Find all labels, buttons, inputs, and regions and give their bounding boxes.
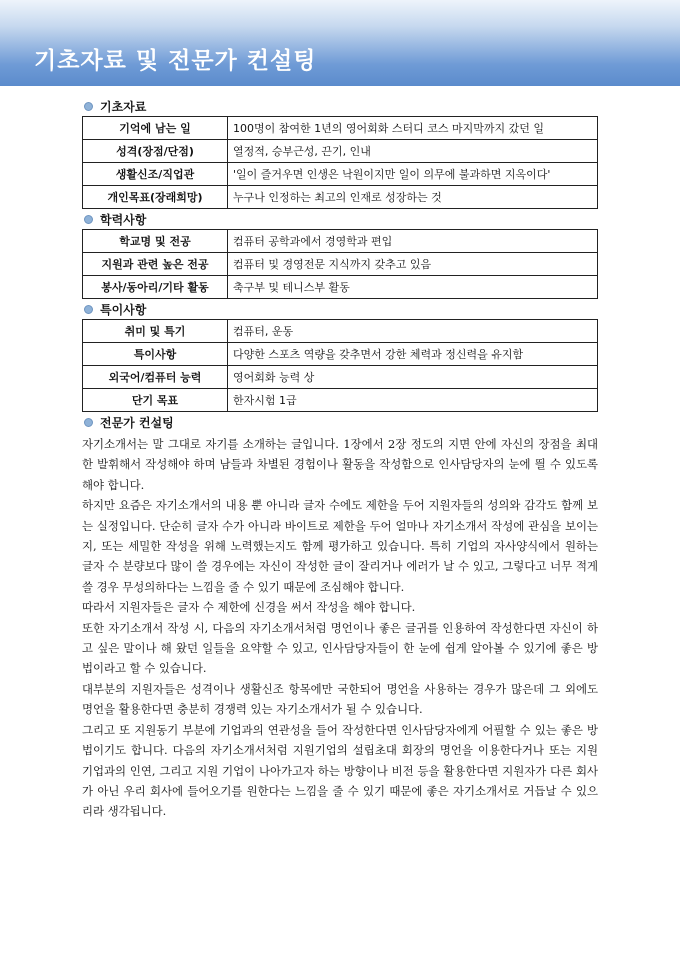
special-table — [82, 319, 598, 412]
row-label: 학교명 및 전공 — [83, 230, 228, 253]
row-label: 생활신조/직업관 — [83, 163, 228, 186]
section-consulting-heading — [82, 412, 598, 432]
row-value: 컴퓨터 및 경영전문 지식까지 갖추고 있음 — [228, 253, 598, 276]
table-row — [83, 389, 598, 412]
row-label: 봉사/동아리/기타 활동 — [83, 276, 228, 299]
row-value: 영어회화 능력 상 — [228, 366, 598, 389]
page-title: 기초자료 및 전문가 컨설팅 — [34, 48, 317, 74]
table-row — [83, 253, 598, 276]
row-label: 기억에 남는 일 — [83, 117, 228, 140]
paragraph: 하지만 요즘은 자기소개서의 내용 뿐 아니라 글자 수에도 제한을 두어 지원자들의 성의와 감각도 함께 보는 실정입니다. 단순히 글자 수가 아니라 바이트로 제한을 두어 얼마나 자기소개서 작성에 관심을 보이는지, 또는 세밀한 작성을 위해 노력했는지도 함께 평가하고 있습니다. 특히 기업의 자사양식에서 원하는 글자 수 분량보다 많이 쓸 경우에는 자신이 작성한 글이 잘리거나 에러가 날 수 있고, 그렇다고 너무 적게 쓸 경우 무성의하다는 느낌을 줄 수 있기 때문에 조심해야 합니다. — [82, 498, 598, 594]
paragraph: 따라서 지원자들은 글자 수 제한에 신경을 써서 작성을 해야 합니다. — [82, 600, 416, 615]
section-basic-heading — [82, 96, 598, 116]
row-value: 다양한 스포츠 역량을 갖추면서 강한 체력과 정신력을 유지함 — [228, 343, 598, 366]
row-value: 한자시험 1급 — [228, 389, 598, 412]
row-value: '일이 즐거우면 인생은 낙원이지만 일이 의무에 불과하면 지옥이다' — [228, 163, 598, 186]
paragraph: 대부분의 지원자들은 성격이나 생활신조 항목에만 국한되어 명언을 사용하는 경우가 많은데 그 외에도 명언을 활용한다면 충분히 경쟁력 있는 자기소개서가 될 수 있습니다. — [82, 681, 598, 717]
bullet-icon — [84, 102, 93, 111]
table-row — [83, 366, 598, 389]
row-label: 특이사항 — [83, 343, 228, 366]
paragraph: 그리고 또 지원동기 부분에 기업과의 연관성을 들어 작성한다면 인사담당자에게 어필할 수 있는 좋은 방법이기도 합니다. 다음의 자기소개서처럼 지원기업의 설립초대 회장의 명언을 이용한다거나 또는 지원 기업과의 인연, 그리고 지원 기업이 나아가고자 하는 방향이나 비전 등을 활용한다면 지원자가 다른 회사가 아닌 우리 회사에 들어오기를 원한다는 느낌을 줄 수 있기 때문에 좋은 자기소개서로 거듭날 수 있으리라 생각됩니다. — [82, 722, 598, 819]
table-row — [83, 276, 598, 299]
section-special-heading — [82, 299, 598, 319]
bullet-icon — [84, 215, 93, 224]
row-label: 개인목표(장래희망) — [83, 186, 228, 209]
education-table — [82, 229, 598, 299]
row-value: 누구나 인정하는 최고의 인재로 성장하는 것 — [228, 186, 598, 209]
row-value: 100명이 참여한 1년의 영어회화 스터디 코스 마지막까지 갔던 일 — [228, 117, 598, 140]
table-row — [83, 230, 598, 253]
table-row — [83, 163, 598, 186]
row-value: 컴퓨터, 운동 — [228, 320, 598, 343]
basic-info-table — [82, 116, 598, 209]
bullet-icon — [84, 418, 93, 427]
table-row — [83, 186, 598, 209]
row-label: 외국어/컴퓨터 능력 — [83, 366, 228, 389]
table-row — [83, 140, 598, 163]
row-value: 축구부 및 테니스부 활동 — [228, 276, 598, 299]
row-label: 성격(장점/단점) — [83, 140, 228, 163]
table-row — [83, 117, 598, 140]
section-title: 학력사항 — [100, 212, 147, 227]
paragraph: 또한 자기소개서 작성 시, 다음의 자기소개서처럼 명언이나 좋은 글귀를 인용하여 작성한다면 자신이 하고 싶은 말이나 해 왔던 일들을 요약할 수 있고, 인사담당자들이 한 눈에 쉽게 알아볼 수 있기에 좋은 방법이라고 할 수 있습니다. — [82, 620, 598, 676]
header-banner — [0, 0, 680, 86]
table-row — [83, 343, 598, 366]
section-title: 전문가 컨설팅 — [100, 415, 174, 430]
row-label: 취미 및 특기 — [83, 320, 228, 343]
row-label: 지원과 관련 높은 전공 — [83, 253, 228, 276]
section-education-heading — [82, 209, 598, 229]
document-body — [82, 96, 598, 822]
consulting-text — [82, 434, 598, 822]
section-title: 기초자료 — [100, 99, 147, 114]
bullet-icon — [84, 305, 93, 314]
row-value: 컴퓨터 공학과에서 경영학과 편입 — [228, 230, 598, 253]
table-row — [83, 320, 598, 343]
section-title: 특이사항 — [100, 302, 147, 317]
paragraph: 자기소개서는 말 그대로 자기를 소개하는 글입니다. 1장에서 2장 정도의 지면 안에 자신의 장점을 최대한 발휘해서 작성해야 하며 남들과 차별된 경험이나 활동을 작성함으로 인사담당자의 눈에 띌 수 있도록 해야 합니다. — [82, 437, 598, 492]
row-label: 단기 목표 — [83, 389, 228, 412]
row-value: 열정적, 승부근성, 끈기, 인내 — [228, 140, 598, 163]
